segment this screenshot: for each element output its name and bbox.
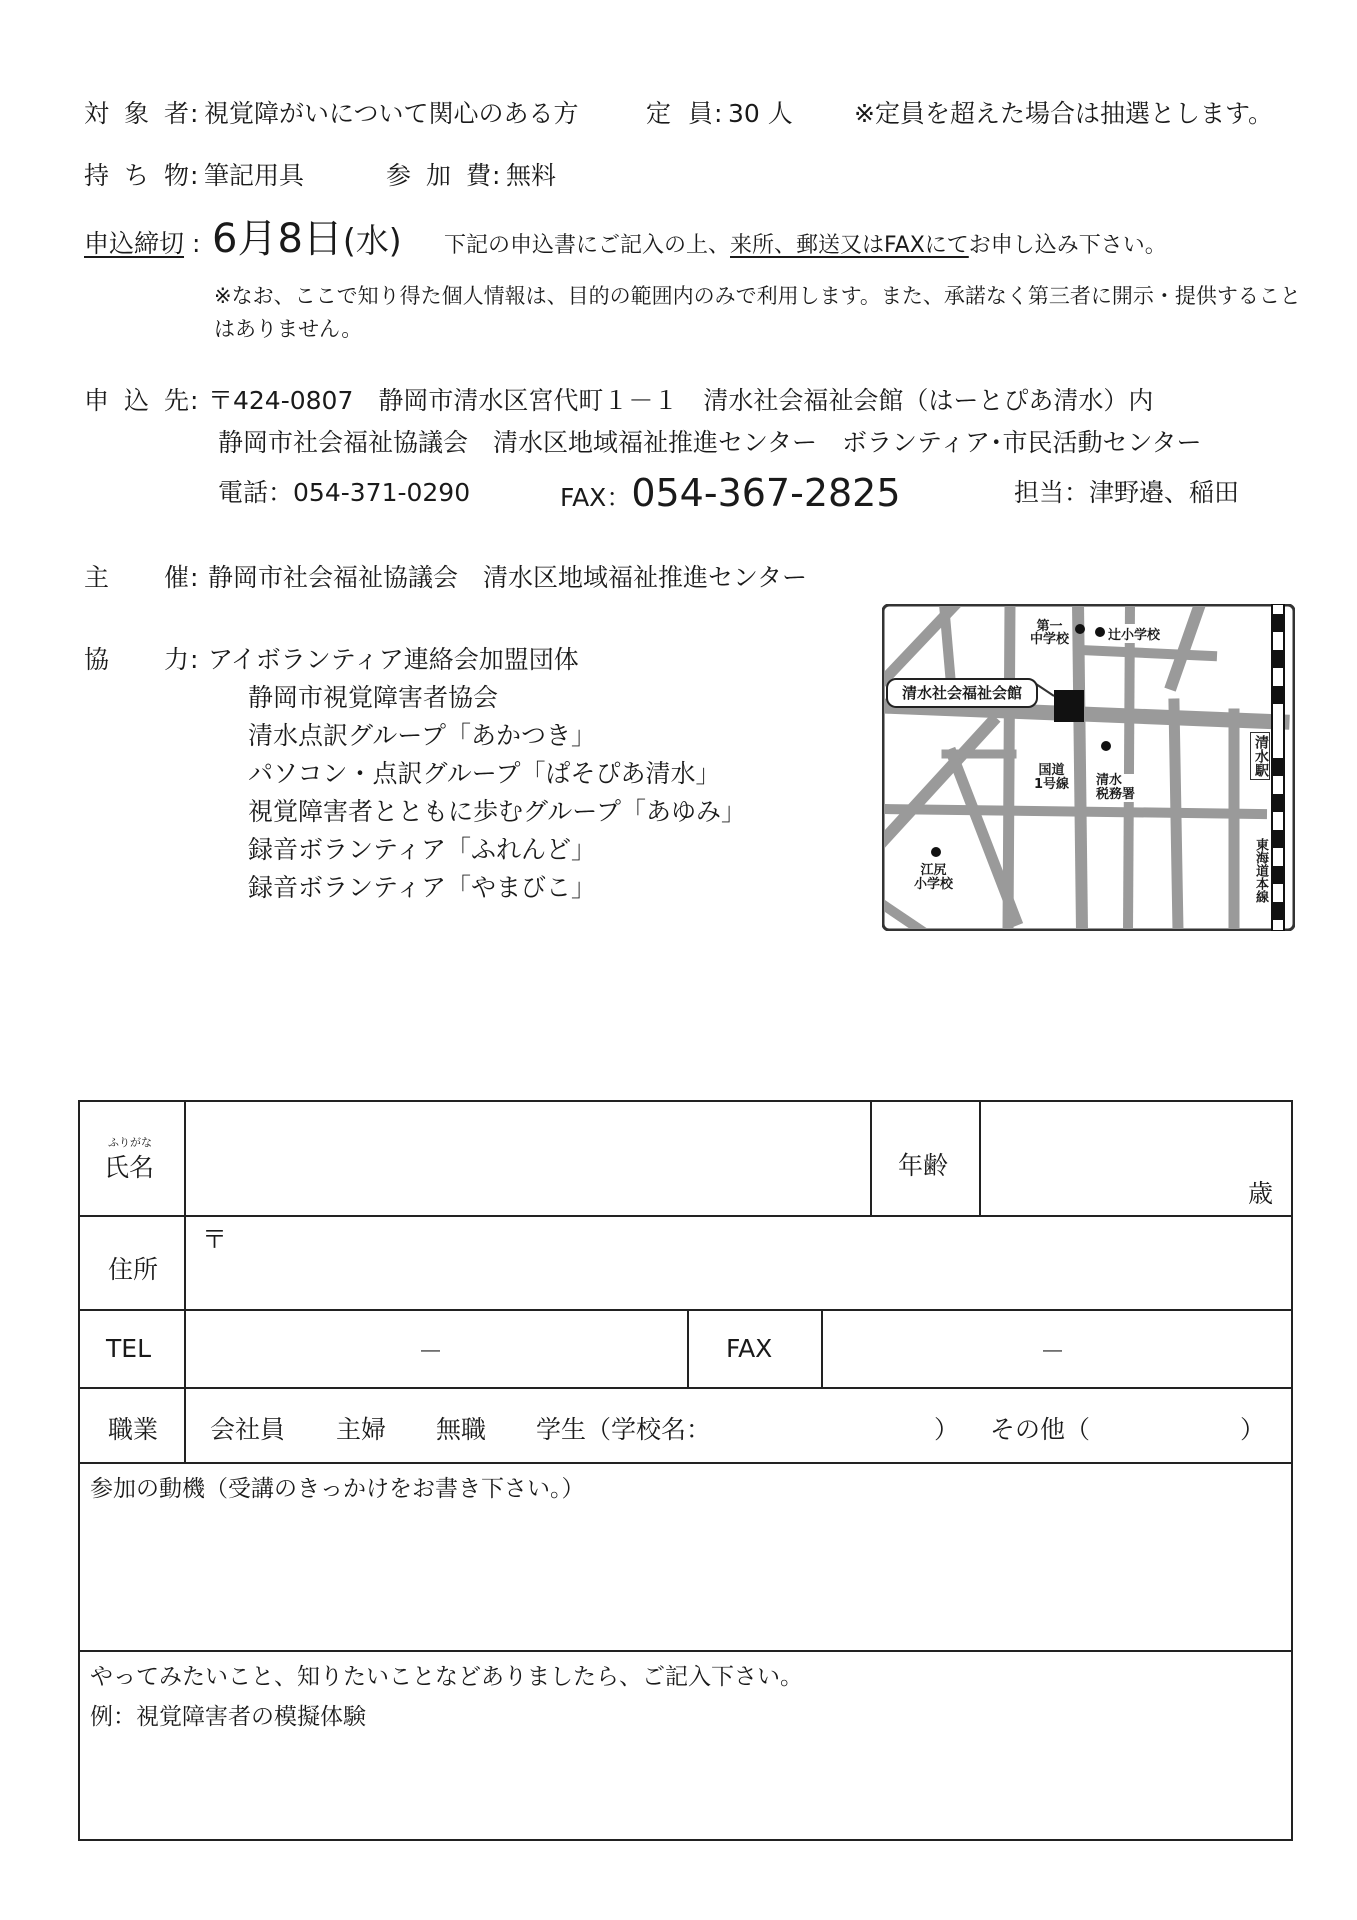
- tel-label: TEL: [106, 1334, 151, 1363]
- map-tax-label: 清水 税務署: [1096, 773, 1136, 802]
- address-label: 住所: [108, 1255, 159, 1284]
- motivation-label: 参加の動機（受講のきっかけをお書き下さい。）: [90, 1476, 585, 1502]
- apply-contact: 担当：津野邉、稲田: [1014, 478, 1240, 507]
- job-option-homemaker[interactable]: 主婦: [336, 1415, 387, 1444]
- target-row: 対 象 者 : 視覚障がいについて関心のある方 定 員 : 30 人 ※定員を超えた場合は抽選とします。: [84, 99, 1273, 128]
- map-venue-callout: 清水社会福祉会館: [886, 678, 1038, 708]
- name-field[interactable]: [186, 1102, 870, 1215]
- address-field[interactable]: [186, 1217, 1291, 1309]
- other-close: ）: [1240, 1415, 1266, 1444]
- motivation-field[interactable]: [80, 1506, 1291, 1650]
- job-label: 職業: [108, 1415, 159, 1444]
- location-map: [882, 604, 1295, 931]
- belongings-label: 持 ち 物: [84, 161, 190, 190]
- apply-to-block: 申 込 先 : 〒424-0807 静岡市清水区宮代町１－１ 清水社会福祉会館（はーとぴあ清水）内 静岡市社会福祉協議会 清水区地域福祉推進センター ボランティア･市民活動センター 電話：054-371-0290 FAX：054-367-2825 担当：津野邉、稲田: [84, 385, 1324, 515]
- cooperation-item: 録音ボランティア「ふれんど」: [248, 835, 597, 864]
- cooperation-label: 協 力: [84, 645, 190, 674]
- apply-tel-line: 電話：054-371-0290: [218, 478, 471, 507]
- deadline-row: 申込締切 : 6月8日(水) 下記の申込書にご記入の上、来所、郵送又はFAXにてお申し込み下さい。: [84, 216, 1167, 262]
- school2-marker: [1095, 627, 1105, 637]
- apply-to-label: 申 込 先: [84, 386, 190, 415]
- target-value: 視覚障がいについて関心のある方: [204, 99, 579, 128]
- age-label: 年齢: [898, 1151, 949, 1180]
- deadline-label: 申込締切: [84, 229, 185, 258]
- deadline-instruction: 下記の申込書にご記入の上、来所、郵送又はFAXにてお申し込み下さい。: [444, 233, 1167, 258]
- belongings-value: 筆記用具: [204, 161, 305, 190]
- postal-mark: 〒: [202, 1225, 228, 1254]
- belongings-row: 持 ち 物 : 筆記用具 参 加 費 : 無料: [84, 161, 557, 190]
- fax-dash: －: [1040, 1337, 1066, 1366]
- age-unit: 歳: [1248, 1179, 1274, 1208]
- job-option-other[interactable]: その他（: [990, 1415, 1091, 1444]
- apply-org: 静岡市社会福祉協議会 清水区地域福祉推進センター ボランティア･市民活動センター: [218, 428, 1202, 457]
- cooperation-item: パソコン・点訳グループ「ぱそぴあ清水」: [248, 759, 721, 788]
- tax-office-marker: [1101, 741, 1111, 751]
- capacity-value: 30 人: [728, 99, 793, 128]
- capacity-label: 定 員: [646, 99, 714, 128]
- deadline-date: 6月8日(水): [212, 216, 402, 262]
- map-school3-label: 江尻 小学校: [914, 863, 954, 892]
- cooperation-item: アイボランティア連絡会加盟団体: [208, 645, 579, 674]
- organizer-value: 静岡市社会福祉協議会 清水区地域福祉推進センター: [208, 563, 808, 592]
- apply-fax-line: FAX：054-367-2825: [560, 471, 901, 515]
- wishes-field[interactable]: [80, 1734, 1291, 1839]
- map-school1-label: 第一 中学校: [1030, 619, 1070, 647]
- wishes-example: 例：視覚障害者の模擬体験: [90, 1704, 366, 1730]
- application-form: [78, 1100, 1293, 1841]
- furigana-label: ふりがな: [108, 1136, 152, 1149]
- age-field[interactable]: [981, 1102, 1291, 1215]
- fee-value: 無料: [506, 161, 557, 190]
- school1-marker: [1075, 624, 1085, 634]
- cooperation-item: 視覚障害者とともに歩むグループ「あゆみ」: [248, 797, 747, 826]
- fax-label: FAX: [726, 1334, 773, 1363]
- apply-address: 〒424-0807 静岡市清水区宮代町１－１ 清水社会福祉会館（はーとぴあ清水）内: [208, 386, 1154, 415]
- map-school2-label: 辻小学校: [1108, 624, 1160, 643]
- cooperation-item: 録音ボランティア「やまびこ」: [248, 873, 597, 902]
- cooperation-item: 静岡市視覚障害者協会: [248, 683, 499, 712]
- fax-number: 054-367-2825: [631, 471, 901, 515]
- capacity-note: ※定員を超えた場合は抽選とします。: [854, 99, 1273, 128]
- tel-number: 054-371-0290: [293, 478, 471, 507]
- organizer-label: 主 催: [84, 563, 190, 592]
- map-railway-label: 東海道本線: [1250, 838, 1268, 903]
- cooperation-block: 協 力 : アイボランティア連絡会加盟団体 静岡市視覚障害者協会 清水点訳グループ「あかつき」 パソコン・点訳グループ「ぱそぴあ清水」 視覚障害者とともに歩むグループ「あゆみ」 録音ボランティア「ふれんど」 録音ボランティア「やまびこ」: [84, 645, 747, 902]
- job-option-employee[interactable]: 会社員: [210, 1415, 286, 1444]
- wishes-label: やってみたいこと、知りたいことなどありましたら、ご記入下さい。: [90, 1664, 803, 1690]
- map-road-label: 国道 1号線: [1034, 763, 1070, 792]
- venue-marker: [1054, 690, 1084, 722]
- target-label: 対 象 者: [84, 99, 190, 128]
- privacy-note: ※なお、ここで知り得た個人情報は、目的の範囲内のみで利用します。また、承諾なく第三者に開示・提供することはありません。: [214, 284, 1301, 341]
- job-option-unemployed[interactable]: 無職: [436, 1415, 487, 1444]
- name-label: 氏名: [104, 1153, 155, 1182]
- cooperation-item: 清水点訳グループ「あかつき」: [248, 721, 597, 750]
- student-close: ）: [934, 1415, 960, 1444]
- tel-dash: －: [418, 1337, 444, 1366]
- organizer-row: 主 催 : 静岡市社会福祉協議会 清水区地域福祉推進センター: [84, 563, 808, 592]
- map-station-label: 清水駅: [1250, 732, 1270, 780]
- fee-label: 参 加 費: [386, 161, 492, 190]
- school3-marker: [931, 847, 941, 857]
- job-option-student[interactable]: 学生（学校名：: [536, 1415, 712, 1444]
